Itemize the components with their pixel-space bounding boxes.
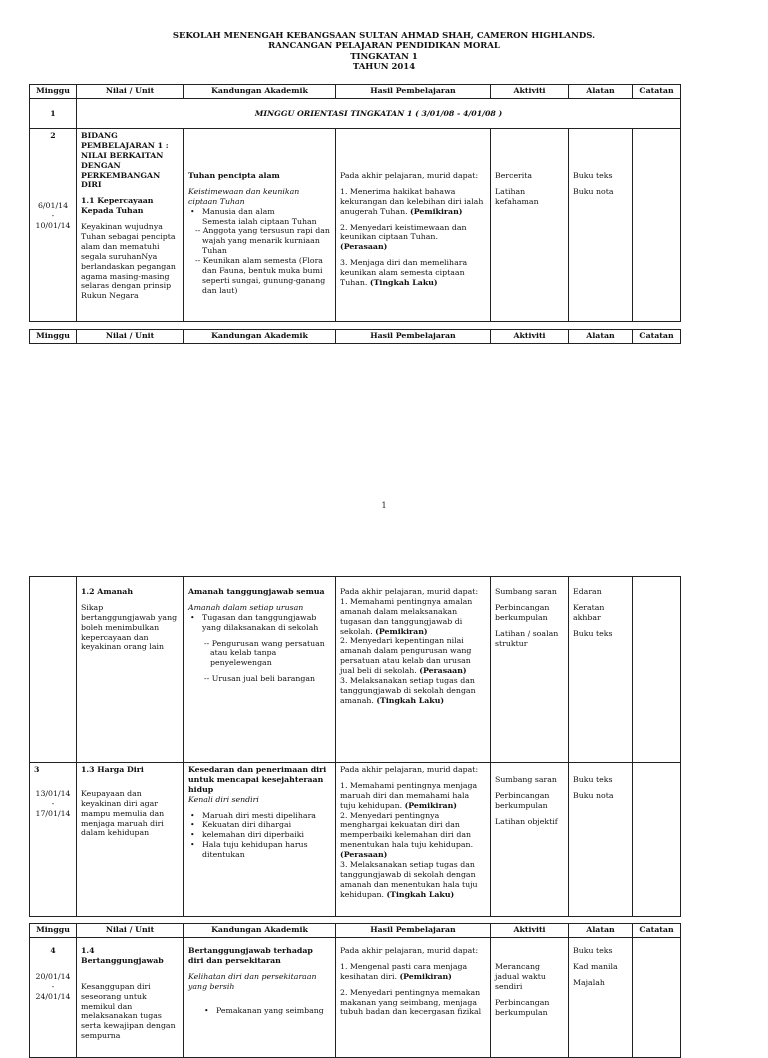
tool-item: Buku nota: [573, 186, 614, 196]
content-dash-1: -- Pengurusan wang persatuan: [204, 638, 325, 648]
content-bullet: • Pemakanan yang seimbang: [202, 1006, 331, 1016]
week-number: 3: [34, 765, 40, 774]
unit-description: Keupayaan dan keyakinan diri agar mampu memulia dan menjaga maruah diri dalam kehidupan: [81, 788, 165, 838]
alatan-cell: [569, 938, 633, 1058]
topic-title: Tuhan pencipta alam: [188, 171, 280, 180]
outcome-2: 2. Menyedari kepentingan nilai amanah dalam pengurusan wang persatuan atau kelab dan urusan jual beli di sekolah. (Perasaan): [340, 636, 472, 676]
alatan-cell: [569, 129, 633, 322]
tool-item: Buku teks: [573, 628, 613, 638]
unit-title: 1.3 Harga Diri: [81, 765, 144, 774]
content-dash-1b: atau kelab tanpa penyelewengan: [210, 648, 277, 668]
tool-item: Buku teks: [573, 171, 613, 180]
col-alatan: Alatan: [569, 85, 633, 99]
date-end: 17/01/14: [35, 808, 71, 818]
date-end: 10/01/14: [35, 220, 71, 230]
unit-title: 1.2 Amanah: [81, 587, 134, 596]
col-minggu: Minggu: [30, 924, 77, 938]
nilai-unit-cell: [77, 938, 184, 1058]
outcome-2: 2. Menyedari pentingnya menghargai kekuatan diri dan memperbaiki kelemahan diri dan menentukan hala tuju kehidupan. (Perasaan): [340, 810, 474, 860]
bullet-continuation: Semesta ialah ciptaan Tuhan: [202, 216, 317, 226]
catatan-cell: [633, 577, 681, 763]
table-header-row: [30, 924, 681, 938]
tool-item: Buku teks: [573, 775, 613, 784]
week-number: 2: [50, 131, 56, 140]
hasil-intro: Pada akhir pelajaran, murid dapat:: [340, 946, 479, 955]
outcome-1: 1. Memahami pentingnya menjaga maruah diri dan memahami hala tuju kehidupan. (Pemikiran): [340, 780, 478, 810]
col-aktiviti: Aktiviti: [491, 330, 569, 344]
table-row-week-4: [30, 938, 681, 1058]
col-nilai-unit: Nilai / Unit: [77, 85, 184, 99]
col-aktiviti: Aktiviti: [491, 924, 569, 938]
nilai-unit-cell: [77, 129, 184, 322]
content-bullet: • Tugasan dan tanggungjawab yang dilaksanakan di sekolah: [188, 613, 331, 633]
aktiviti-cell: [491, 577, 569, 763]
activity-item: Sumbang saran: [495, 587, 557, 596]
activity-item: Perbincangan berkumpulan: [495, 997, 550, 1017]
col-nilai-unit: Nilai / Unit: [77, 924, 184, 938]
col-catatan: Catatan: [633, 330, 681, 344]
unit-description: Keyakinan wujudnya Tuhan sebagai pencipta alam dan mematuhi segala suruhanNya berlandaskan pegangan agama masing-masing selaras dengan prinsip Rukun Negara: [81, 222, 176, 301]
col-kandungan: Kandungan Akademik: [184, 85, 336, 99]
col-kandungan: Kandungan Akademik: [184, 330, 336, 344]
content-dash-2: -- Urusan jual beli barangan: [204, 674, 316, 684]
alatan-cell: [569, 577, 633, 763]
subtopic: Kenali diri sendiri: [188, 794, 259, 804]
col-catatan: Catatan: [633, 924, 681, 938]
activity-item: Perbincangan berkumpulan: [495, 790, 550, 810]
table-row-orientation: [30, 99, 681, 129]
table-header-row: [30, 85, 681, 99]
unit-title: 1.4 Bertanggungjawab: [81, 946, 164, 965]
week-cell: [30, 129, 77, 322]
week-cell: [30, 763, 77, 917]
aktiviti-cell: [491, 129, 569, 322]
activity-item: Perbincangan berkumpulan: [495, 602, 550, 622]
col-minggu: Minggu: [30, 330, 77, 344]
topic-title: Amanah tanggungjawab semua: [188, 587, 325, 596]
col-hasil: Hasil Pembelajaran: [336, 330, 491, 344]
table-header-row: [30, 330, 681, 344]
outcome-1: 1. Menerima hakikat bahawa kekurangan dan kelebihan diri ialah anugerah Tuhan. (Pemikiran): [340, 186, 484, 216]
content-bullet: • kelemahan diri diperbaiki: [188, 830, 331, 840]
orientation-text: MINGGU ORIENTASI TINGKATAN 1 ( 3/01/08 - 4/01/08 ): [77, 99, 681, 129]
lesson-plan-table-1: [29, 84, 681, 322]
date-start: 20/01/14: [35, 971, 71, 981]
date-sep: -: [51, 981, 55, 991]
tool-item: Kad manila: [573, 961, 618, 971]
kandungan-cell: [184, 763, 336, 917]
aktiviti-cell: [491, 938, 569, 1058]
outcome-3: 3. Menjaga diri dan memelihara keunikan alam semesta ciptaan Tuhan. (Tingkah Laku): [340, 258, 468, 288]
date-start: 13/01/14: [35, 788, 71, 798]
activity-item: Merancang jadual waktu sendiri: [495, 962, 546, 991]
outcome-1: 1. Memahami pentingnya amalan amanah dalam melaksanakan tugasan dan tanggungjawab di sekolah. (Pemikiran): [340, 596, 473, 636]
tool-item: Buku nota: [573, 790, 614, 800]
week-cell: [30, 938, 77, 1058]
topic-title: Kesedaran dan penerimaan diri untuk mencapai kesejahteraan hidup: [188, 765, 327, 794]
alatan-cell: [569, 763, 633, 917]
content-bullet: • Hala tuju kehidupan harus ditentukan: [188, 840, 331, 860]
hasil-cell: [336, 763, 491, 917]
bidang-title: BIDANG PEMBELAJARAN 1 : NILAI BERKAITAN DENGAN PERKEMBANGAN DIRI: [81, 131, 169, 190]
table-row-week-2: [30, 129, 681, 322]
col-alatan: Alatan: [569, 924, 633, 938]
activity-item: Sumbang saran: [495, 775, 557, 784]
tool-item: Majalah: [573, 977, 605, 987]
activity-item: Latihan kefahaman: [495, 186, 539, 206]
hasil-cell: [336, 129, 491, 322]
table-row-amanah: [30, 577, 681, 763]
kandungan-cell: [184, 577, 336, 763]
hasil-intro: Pada akhir pelajaran, murid dapat:: [340, 587, 479, 596]
outcome-1: 1. Mengenal pasti cara menjaga kesihatan diri. (Pemikiran): [340, 961, 468, 981]
col-hasil: Hasil Pembelajaran: [336, 85, 491, 99]
hasil-cell: [336, 577, 491, 763]
week-number: 1: [30, 99, 77, 129]
date-start: 6/01/14: [37, 200, 69, 210]
col-nilai-unit: Nilai / Unit: [77, 330, 184, 344]
school-name: SEKOLAH MENENGAH KEBANGSAAN SULTAN AHMAD SHAH, CAMERON HIGHLANDS.: [172, 31, 596, 41]
tool-item: Buku teks: [573, 946, 613, 955]
lesson-plan-table-3: [29, 923, 681, 1058]
date-end: 24/01/14: [35, 991, 71, 1001]
content-bullet: • Kekuatan diri dihargai: [188, 820, 331, 830]
tool-item: Keratan akhbar: [573, 602, 605, 622]
kandungan-cell: [184, 938, 336, 1058]
col-catatan: Catatan: [633, 85, 681, 99]
activity-item: Latihan objektif: [495, 816, 558, 826]
col-hasil: Hasil Pembelajaran: [336, 924, 491, 938]
form-level: TINGKATAN 1: [350, 51, 418, 62]
hasil-intro: Pada akhir pelajaran, murid dapat:: [340, 171, 479, 180]
lesson-plan-table-2: [29, 576, 681, 917]
unit-title: 1.1 Kepercayaan Kepada Tuhan: [81, 196, 154, 216]
week-number: 4: [50, 946, 56, 955]
catatan-cell: [633, 938, 681, 1058]
week-cell: [30, 577, 77, 763]
outcome-3: 3. Melaksanakan setiap tugas dan tanggungjawab di sekolah dengan amanah dan menentukan hala tuju kehidupan. (Tingkah Laku): [340, 860, 478, 899]
hasil-intro: Pada akhir pelajaran, murid dapat:: [340, 765, 479, 774]
year-label: TAHUN 2014: [352, 62, 416, 73]
col-alatan: Alatan: [569, 330, 633, 344]
catatan-cell: [633, 129, 681, 322]
page-number: 1: [381, 501, 387, 510]
nilai-unit-cell: [77, 577, 184, 763]
kandungan-cell: [184, 129, 336, 322]
tool-item: Edaran: [573, 587, 602, 596]
subtopic: Kelihatan diri dan persekitaraan yang bersih: [188, 971, 317, 991]
activity-item: Latihan / soalan struktur: [495, 628, 559, 648]
document-header: [0, 31, 768, 72]
unit-description: Sikap bertanggungjawab yang boleh menimbulkan kepercayaan dan keyakinan orang lain: [81, 602, 178, 652]
nilai-unit-cell: [77, 763, 184, 917]
outcome-3: 3. Melaksanakan setiap tugas dan tanggungjawab di sekolah dengan amanah. (Tingkah Laku): [340, 676, 476, 705]
activity-item: Bercerita: [495, 171, 533, 180]
date-sep: -: [51, 210, 55, 220]
table-row-harga-diri: [30, 763, 681, 917]
outcome-2: 2. Menyedari pentingnya memakan makanan yang seimbang, menjaga tubuh badan dan kecergasan fizikal: [340, 987, 482, 1017]
aktiviti-cell: [491, 763, 569, 917]
outcome-2: 2. Menyedari keistimewaan dan keunikan ciptaan Tuhan. (Perasaan): [340, 222, 467, 252]
lesson-plan-table-header-repeat: [29, 329, 681, 344]
catatan-cell: [633, 763, 681, 917]
col-kandungan: Kandungan Akademik: [184, 924, 336, 938]
unit-description: Kesanggupan diri seseorang untuk memikul dan melaksanakan tugas serta kewajipan dengan sempurna: [81, 981, 176, 1041]
topic-title: Bertanggungjawab terhadap diri dan persekitaran: [188, 946, 313, 965]
hasil-cell: [336, 938, 491, 1058]
content-bullet: • Maruah diri mesti dipelihara: [188, 811, 331, 821]
col-minggu: Minggu: [30, 85, 77, 99]
content-bullet: • Manusia dan alam: [188, 207, 331, 217]
plan-title: RANCANGAN PELAJARAN PENDIDIKAN MORAL: [268, 41, 500, 52]
col-aktiviti: Aktiviti: [491, 85, 569, 99]
content-dash-2: -- Keunikan alam semesta (Flora dan Fauna, bentuk muka bumi seperti sungai, gunung-ganang dan laut): [195, 256, 326, 295]
date-sep: -: [51, 798, 55, 808]
content-dash-1: -- Anggota yang tersusun rapi dan wajah yang menarik kurniaan Tuhan: [195, 226, 330, 256]
subtopic: Amanah dalam setiap urusan: [188, 602, 304, 612]
subtopic: Keistimewaan dan keunikan ciptaan Tuhan: [188, 186, 300, 206]
